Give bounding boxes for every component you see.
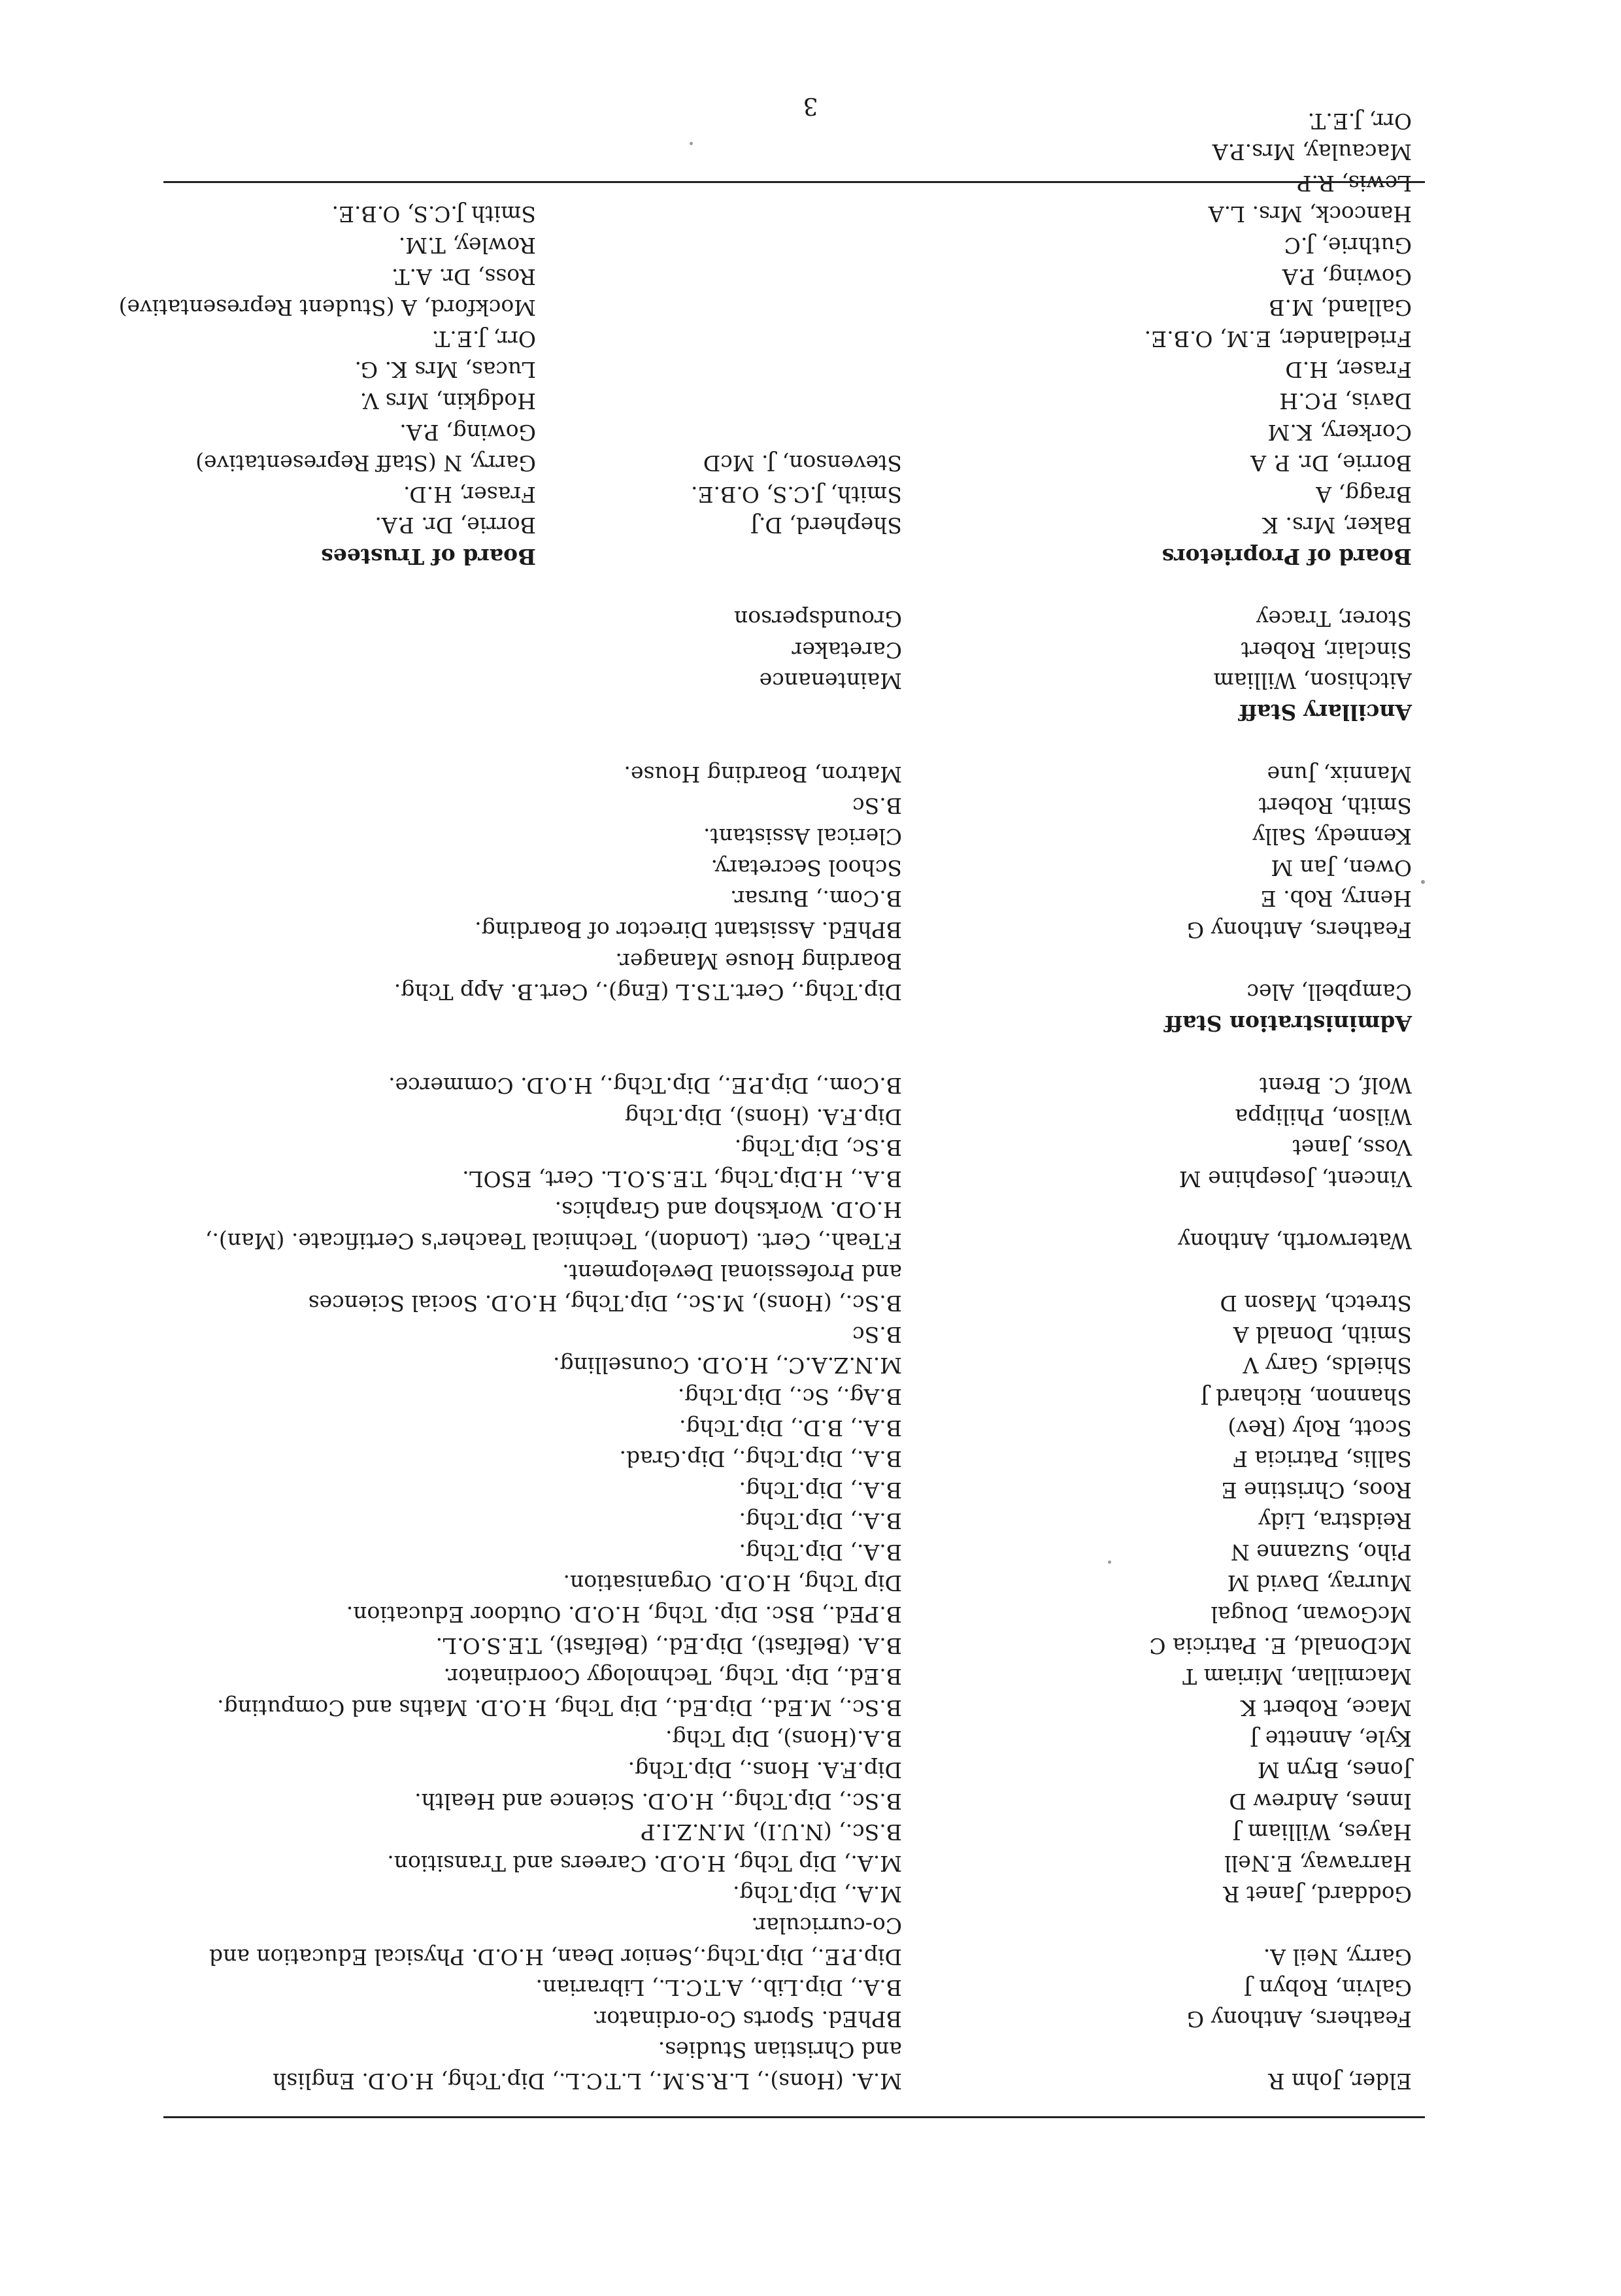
proprietor-name: Hancock, Mrs. L.A xyxy=(1208,201,1412,228)
staff-name: Wilson, Philippa xyxy=(1235,1104,1412,1130)
trustees-list xyxy=(119,199,536,541)
staff-row xyxy=(170,1132,1412,1164)
staff-qualifications: B.Ag., Sc., Dip.Tchg. xyxy=(677,1383,902,1410)
proprietor-name: Davis, P.C.H xyxy=(1279,388,1412,414)
proprietor-name: Corkery, K.M xyxy=(1267,419,1412,445)
proprietor-name: Gowing, P.A xyxy=(1282,263,1412,290)
staff-name: Shannon, Richard J xyxy=(1200,1383,1412,1410)
staff-qualifications: B.A., H.Dip.Tchg, T.E.S.O.L. Cert, ESOL. xyxy=(462,1166,902,1192)
staff-name: Jones, Bryn M xyxy=(1258,1757,1412,1783)
staff-name: Scott, Roly (Rev) xyxy=(1228,1415,1412,1441)
staff-name: Macmillan, Miriam T xyxy=(1182,1664,1412,1690)
staff-qualifications: Clerical Assistant. xyxy=(703,824,902,850)
staff-name: Elder, John R xyxy=(1268,2068,1412,2094)
trustee-name: Gowing, P.A. xyxy=(399,419,536,445)
trustee-name: Garry, N (Staff Representative) xyxy=(195,450,536,477)
staff-name: Goddard, Janet R xyxy=(1223,1882,1412,1908)
staff-row xyxy=(170,1754,1412,1785)
staff-qualifications: Maintenance xyxy=(759,668,902,694)
staff-name: Kyle, Annette J xyxy=(1250,1726,1412,1752)
staff-qualifications: B.A.(Hons), Dip Tchg. xyxy=(665,1726,902,1752)
staff-row xyxy=(170,1225,1412,1257)
staff-name: Smith, Robert xyxy=(1258,792,1412,819)
staff-name: Piho, Suzanne N xyxy=(1230,1539,1412,1565)
staff-qualifications: Dip.P.E., Dip.Tchg.,Senior Dean, H.O.D. Physical Education and xyxy=(209,1944,902,1970)
staff-qualifications: Matron, Boarding House. xyxy=(624,762,902,788)
staff-name: Feathers, Anthony G xyxy=(1186,917,1412,943)
staff-name: Storer, Tracey xyxy=(1256,606,1412,632)
proprietor-name: Macaulay, Mrs.P.A xyxy=(1212,139,1412,165)
staff-name: Waterworth, Anthony xyxy=(1177,1228,1412,1254)
staff-qualifications: M.A., Dip.Tchg. xyxy=(732,1882,902,1908)
trustees-heading: Board of Trustees xyxy=(321,543,536,569)
trustee-name: Lucas, Mrs K. G. xyxy=(354,357,536,383)
staff-qualifications: B.Sc xyxy=(852,1321,902,1347)
proprietors-extra-list xyxy=(536,448,902,541)
staff-row xyxy=(170,977,1412,1008)
staff-qualifications: B.A., Dip.Tchg. xyxy=(739,1477,902,1503)
staff-row xyxy=(170,883,1412,915)
staff-qualifications: Groundsperson xyxy=(733,606,902,632)
staff-row xyxy=(170,1412,1412,1443)
staff-qualifications: B.A., B.D., Dip.Tchg. xyxy=(679,1415,902,1441)
staff-row xyxy=(170,1692,1412,1723)
trustee-name: Ross, Dr. A.T. xyxy=(391,263,536,290)
staff-name: Garry, Neil A. xyxy=(1263,1944,1412,1970)
trustee-name: Fraser, H.D. xyxy=(403,481,536,507)
staff-name: Stretch, Mason D xyxy=(1220,1291,1412,1317)
staff-row xyxy=(170,821,1412,853)
trustee-name: Mockford, A (Student Representative) xyxy=(118,295,536,321)
proprietor-name: Stevenson, J. McD xyxy=(703,450,902,477)
staff-name: Hayes, William J xyxy=(1232,1819,1412,1846)
staff-qualifications: B.Com., Dip.P.E., Dip.Tchg., H.O.D. Commerce. xyxy=(388,1073,902,1098)
proprietor-name: Smith, J.C.S, O.B.E. xyxy=(690,481,902,507)
staff-row xyxy=(170,1941,1412,1972)
staff-qualifications: M.A., Dip Tchg, H.O.D. Careers and Transition. xyxy=(387,1850,902,1876)
ancillary-staff-list xyxy=(170,603,1412,697)
staff-name: Sinclair, Robert xyxy=(1241,637,1412,663)
staff-name: Reidstra, Lidy xyxy=(1258,1508,1412,1534)
administration-staff-list xyxy=(170,758,1412,1007)
staff-row xyxy=(170,1785,1412,1817)
staff-name: Wolf, C. Brent xyxy=(1259,1073,1412,1098)
proprietors-column xyxy=(902,105,1412,572)
staff-row xyxy=(170,1568,1412,1599)
staff-row xyxy=(170,1443,1412,1475)
staff-name: Galvin, Robyn J xyxy=(1243,1975,1412,2001)
staff-name: McDonald, E. Patricia C xyxy=(1149,1632,1412,1659)
staff-name: Sallis, Patricia F xyxy=(1233,1446,1412,1472)
staff-row xyxy=(170,1630,1412,1661)
staff-row xyxy=(170,1599,1412,1630)
staff-name: Harraway, E.Nell xyxy=(1224,1850,1412,1876)
staff-row xyxy=(170,1163,1412,1194)
staff-row xyxy=(170,1723,1412,1755)
administration-heading: Administration Staff xyxy=(1164,1010,1412,1036)
staff-qualifications: B.A., Dip.Tchg. xyxy=(739,1508,902,1534)
staff-qualifications: BPhEd. Sports Co-ordinator. xyxy=(592,2006,902,2032)
staff-row xyxy=(170,1381,1412,1412)
staff-qualifications: M.A. (Hons)., L.R.S.M., L.T.C.L., Dip.Tchg, H.O.D. English xyxy=(273,2068,902,2094)
staff-qualifications: B.Com., Bursar. xyxy=(729,886,902,912)
staff-qualifications: Dip Tchg, H.O.D. Organisation. xyxy=(563,1570,902,1596)
staff-qualifications: B.Ed., Dip. Tchg, Technology Coordinator. xyxy=(443,1664,902,1690)
staff-row xyxy=(170,603,1412,635)
staff-name: Voss, Janet xyxy=(1292,1135,1412,1161)
staff-row xyxy=(170,1101,1412,1132)
staff-qualifications: M.N.Z.A.C., H.O.D. Counselling. xyxy=(553,1353,902,1379)
staff-qualifications: B.Sc., (N.U.I), M.N.Z.I.P xyxy=(641,1819,902,1846)
trustees-column xyxy=(119,105,536,572)
staff-name: Smith, Donald A xyxy=(1233,1321,1412,1347)
trustee-name: Borrie, Dr. P.A. xyxy=(375,513,536,539)
ancillary-heading: Ancillary Staff xyxy=(1239,699,1412,725)
staff-qualifications: Caretaker xyxy=(792,637,902,663)
staff-qualifications: Dip.F.A. Hons., Dip.Tchg. xyxy=(627,1757,902,1783)
staff-name: McGowan, Dougal xyxy=(1211,1602,1412,1628)
staff-qualifications-continued: H.O.D. Workshop and Graphics. xyxy=(554,1197,902,1223)
staff-qualifications: F.Teah., Cert. (London), Technical Teacher's Certificate. (Man)., xyxy=(205,1228,902,1254)
scan-speck xyxy=(1108,1561,1111,1564)
staff-row xyxy=(170,790,1412,821)
proprietors-extra-column xyxy=(536,105,902,572)
staff-row xyxy=(170,1474,1412,1506)
proprietor-name: Orr, J.E.T. xyxy=(1307,108,1412,134)
staff-row xyxy=(170,1319,1412,1350)
staff-name: Aitchison, William xyxy=(1213,668,1412,694)
page-number: 3 xyxy=(803,92,818,119)
staff-name: Owen, Jan M xyxy=(1271,854,1412,881)
staff-row xyxy=(170,914,1412,945)
proprietor-name: Galland, M.B xyxy=(1269,295,1412,321)
staff-row xyxy=(170,1288,1412,1319)
proprietor-name: Baker, Mrs. K xyxy=(1262,513,1412,539)
staff-qualifications-continued: Boarding House Manager. xyxy=(615,948,902,974)
staff-name: Innes, Andrew D xyxy=(1229,1788,1412,1814)
scan-speck xyxy=(690,142,693,145)
staff-qualifications-continued: and Christian Studies. xyxy=(658,2037,902,2063)
staff-row xyxy=(170,1070,1412,1101)
staff-qualifications: B.PEd., BSc. Dip. Tchg, H.O.D. Outdoor Education. xyxy=(346,1602,902,1628)
staff-name: Mannix, June xyxy=(1267,762,1412,788)
staff-qualifications: B.Sc., Dip.Tchg., H.O.D. Science and Health. xyxy=(414,1788,902,1814)
staff-qualifications: B.Sc., M.Ed., Dip.Ed., Dip Tchg, H.O.D. Maths and Computing. xyxy=(216,1695,902,1721)
boards-section xyxy=(118,105,1412,572)
staff-row xyxy=(170,1817,1412,1848)
staff-name: Campbell, Alec xyxy=(1246,979,1412,1005)
staff-name: Mace, Robert K xyxy=(1240,1695,1412,1721)
staff-row xyxy=(170,758,1412,790)
staff-row xyxy=(170,1661,1412,1693)
teaching-staff-list xyxy=(170,1070,1412,2097)
staff-name: Roos, Christine E xyxy=(1221,1477,1412,1503)
staff-row xyxy=(170,2003,1412,2034)
staff-row xyxy=(170,1506,1412,1537)
staff-name: Murray, David M xyxy=(1227,1570,1412,1596)
staff-qualifications: B.Sc, Dip.Tchg. xyxy=(734,1135,902,1161)
trustee-name: Orr, J.E.T. xyxy=(431,326,536,352)
staff-qualifications: BPhEd. Assistant Director of Boarding. xyxy=(475,917,902,943)
staff-row xyxy=(170,852,1412,883)
staff-qualifications: B.Sc., (Hons), M.Sc., Dip.Tchg, H.O.D. Social Sciences xyxy=(308,1291,902,1317)
staff-qualifications: B.A., Dip.Tchg. xyxy=(739,1539,902,1565)
staff-name: Henry, Rob. E xyxy=(1260,886,1412,912)
staff-qualifications: Dip.F.A. (Hons), Dip.Tchg xyxy=(624,1104,902,1130)
staff-qualifications: B.A., Dip.Tchg., Dip.Grad. xyxy=(619,1446,902,1472)
staff-qualifications-continued: and Professional Development. xyxy=(562,1259,902,1285)
staff-row xyxy=(170,666,1412,697)
proprietors-list xyxy=(902,105,1412,541)
proprietor-name: Friedlander, E.M, O.B.E. xyxy=(1144,326,1412,352)
bottom-rule xyxy=(163,181,1425,183)
proprietor-name: Shepherd, D.J xyxy=(750,513,902,539)
staff-qualifications: B.Sc xyxy=(852,792,902,819)
staff-name: Kennedy, Sally xyxy=(1252,824,1412,850)
staff-qualifications: B.A. (Belfast), Dip.Ed., (Belfast), T.E.S.O.L. xyxy=(435,1632,902,1659)
staff-name: Vincent, Josephine M xyxy=(1178,1166,1412,1192)
top-rule xyxy=(163,2116,1425,2118)
staff-listing xyxy=(118,105,1412,2097)
trustee-name: Rowley, T.M. xyxy=(398,232,536,258)
proprietors-heading: Board of Proprietors xyxy=(1161,543,1412,569)
proprietor-name: Guthrie, J.C xyxy=(1284,232,1412,258)
staff-row xyxy=(170,1536,1412,1568)
proprietor-name: Lewis, R.P xyxy=(1297,170,1412,196)
staff-row xyxy=(170,634,1412,666)
staff-name: Shields, Gary V xyxy=(1243,1353,1412,1379)
proprietor-name: Bragg, A xyxy=(1316,481,1412,507)
staff-qualifications: School Secretary. xyxy=(710,854,902,881)
staff-row xyxy=(170,1972,1412,2004)
staff-qualifications: Dip.Tchg., Cert.T.S.L (Eng)., Cert.B. App Tchg. xyxy=(393,979,902,1005)
staff-row xyxy=(170,1848,1412,1879)
staff-row xyxy=(170,1350,1412,1381)
staff-row xyxy=(170,1879,1412,1910)
trustee-name: Smith J.C.S, O.B.E. xyxy=(331,201,536,228)
scan-speck xyxy=(1421,880,1425,884)
trustee-name: Hodgkin, Mrs V. xyxy=(359,388,536,414)
staff-qualifications-continued: Co-curricular. xyxy=(751,1913,902,1939)
proprietor-name: Fraser, H.D xyxy=(1285,357,1412,383)
staff-row xyxy=(170,2065,1412,2097)
proprietor-name: Borrie, Dr. P. A xyxy=(1250,450,1412,477)
staff-qualifications: B.A., Dip.Lib., A.T.C.L., Librarian. xyxy=(535,1975,902,2001)
staff-name: Feathers, Anthony G xyxy=(1186,2006,1412,2032)
